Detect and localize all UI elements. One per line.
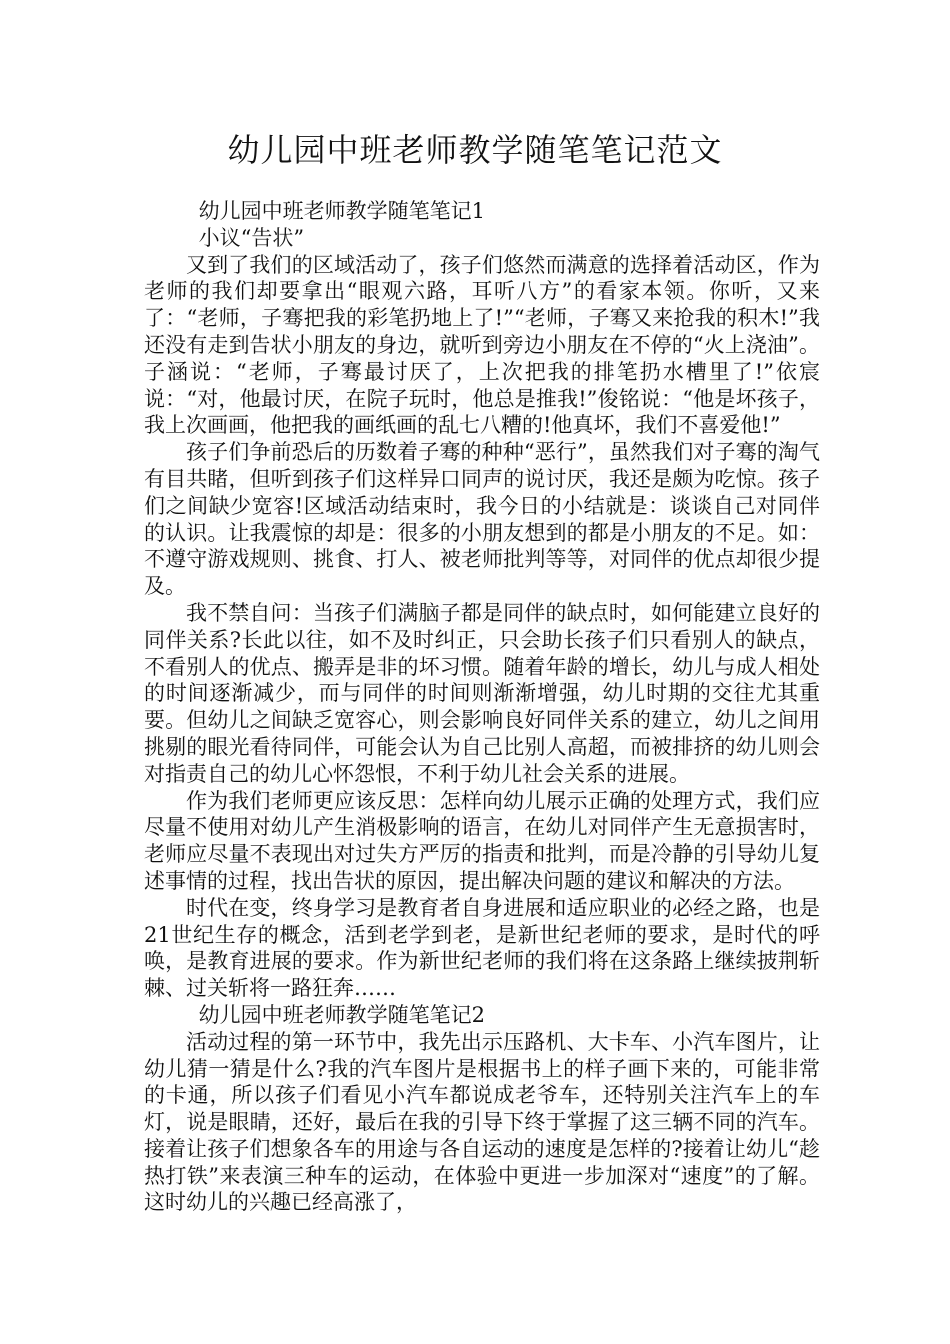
document-title: 幼儿园中班老师教学随笔笔记范文 — [227, 131, 723, 169]
body-paragraph: 又到了我们的区域活动了，孩子们悠然而满意的选择着活动区，作为老师的我们却要拿出“眼观六路，耳听八方”的看家本领。你听，又来了：“老师，子骞把我的彩笔扔地上了!”“老师，子骞又来抢我的积木!”我还没有走到告状小朋友的身边，就听到旁边小朋友在不停的“火上浇油”。子涵说：“老师，子骞最讨厌了，上次把我的排笔扔水槽里了!”依宸说：“对，他最讨厌，在院子玩时，他总是推我!”俊铭说：“他是坏孩子，我上次画画，他把我的画纸画的乱七八糟的!他真坏，我们不喜爱他!” — [144, 252, 820, 438]
document-body — [144, 198, 820, 1216]
section-heading: 幼儿园中班老师教学随笔笔记2 — [198, 1002, 485, 1027]
section-heading: 幼儿园中班老师教学随笔笔记1 — [198, 199, 485, 223]
body-paragraph: 孩子们争前恐后的历数着子骞的种种“恶行”，虽然我们对子骞的淘气有目共睹，但听到孩子们这样异口同声的说讨厌，我还是颇为吃惊。孩子们之间缺少宽容!区域活动结束时，我今日的小结就是：谈谈自己对同伴的认识。让我震惊的却是：很多的小朋友想到的都是小朋友的不足。如：不遵守游戏规则、挑食、打人、被老师批判等等，对同伴的优点却很少提及。 — [144, 440, 820, 599]
section-subtitle: 小议“告状” — [198, 225, 305, 250]
body-paragraph: 活动过程的第一环节中，我先出示压路机、大卡车、小汽车图片，让幼儿猜一猜是什么?我的汽车图片是根据书上的样子画下来的，可能非常的卡通，所以孩子们看见小汽车都说成老爷车，还特别关注汽车上的车灯，说是眼睛，还好，最后在我的引导下终于掌握了这三辆不同的汽车。接着让孩子们想象各车的用途与各自运动的速度是怎样的?接着让幼儿“趁热打铁”来表演三种车的运动，在体验中更进一步加深对“速度”的了解。这时幼儿的兴趣已经高涨了， — [144, 1029, 820, 1215]
body-paragraph: 作为我们老师更应该反思：怎样向幼儿展示正确的处理方式，我们应尽量不使用对幼儿产生消极影响的语言，在幼儿对同伴产生无意损害时，老师应尽量不表现出对过失方严厉的指责和批判，而是冷静的引导幼儿复述事情的过程，找出告状的原因，提出解决问题的建议和解决的方法。 — [144, 788, 820, 893]
body-paragraph: 时代在变，终身学习是教育者自身进展和适应职业的必经之路，也是21世纪生存的概念，活到老学到老，是新世纪老师的要求，是时代的呼唤，是教育进展的要求。作为新世纪老师的我们将在这条路上继续披荆斩棘、过关斩将一路狂奔…… — [144, 895, 820, 1001]
body-paragraph: 我不禁自问：当孩子们满脑子都是同伴的缺点时，如何能建立良好的同伴关系?长此以往，如不及时纠正，只会助长孩子们只看别人的缺点，不看别人的优点、搬弄是非的坏习惯。随着年龄的增长，幼儿与成人相处的时间逐渐减少，而与同伴的时间则渐渐增强，幼儿时期的交往尤其重要。但幼儿之间缺乏宽容心，则会影响良好同伴关系的建立，幼儿之间用挑剔的眼光看待同伴，可能会认为自己比别人高超，而被排挤的幼儿则会对指责自己的幼儿心怀怨恨，不利于幼儿社会关系的进展。 — [144, 600, 820, 786]
